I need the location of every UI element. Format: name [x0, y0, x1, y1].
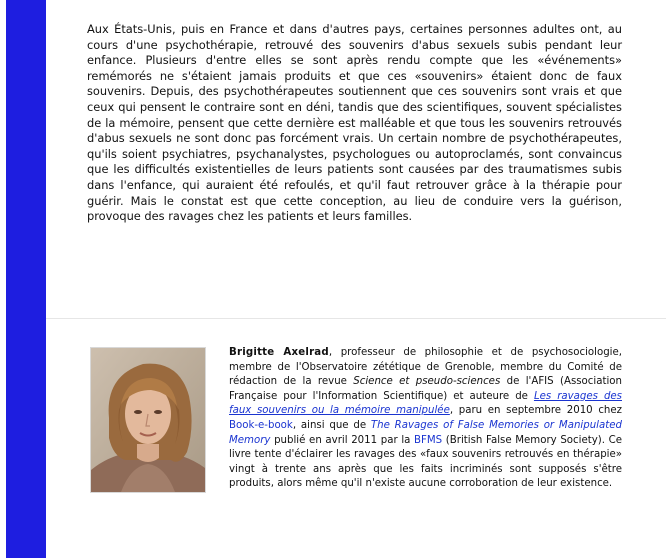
bfms-link[interactable]: BFMS — [414, 434, 443, 446]
bio-text-5: publié en avril 2011 par la — [270, 434, 415, 446]
author-photo — [90, 347, 206, 493]
left-bar-edge — [0, 0, 6, 558]
intro-paragraph: Aux États-Unis, puis en France et dans d'autres pays, certaines personnes adultes ont, au cours d'une psychothérapie, retrouvé des souvenirs d'abus sexuels subis pendant leur enfance. Plusieurs d'entre elles se sont après rendu compte que les «événements» remémorés ne s'étaient jamais produits et que ces «souvenirs» étaient donc de faux souvenirs. Depuis, des psychothérapeutes soutiennent que ces souvenirs sont vrais et que ceux qui pensent le contraire sont en déni, tandis que des scientifiques, souvent spécialistes de la mémoire, pensent que cette dernière est malléable et que tous les souvenirs retrouvés d'abus sexuels ne sont donc pas forcément vrais. Un certain nombre de psychothérapeutes, qu'ils soient psychiatres, psychanalystes, psychologues ou autoproclamés, sont convaincus que les difficultés existentielles de leurs patients sont causées par des traumatismes subis dans l'enfance, qui auraient été refoulés, et qu'il faut retrouver grâce à la thérapie pour guérir. Mais le constat est que cette conception, au lieu de conduire vers la guérison, provoque des ravages chez les patients et leurs familles. — [87, 22, 622, 224]
bio-text-2: de l'AFIS (Association Française pour l'Information Scientifique) et auteure de — [229, 376, 622, 402]
bio-text-6: (British False Memory Society). Ce livre tente d'éclairer les ravages des «faux souvenirs retrouvés en thérapie» vingt à trente ans après que les faits incriminés sont supposés s'être produits, alors même qu'il n'existe aucune corroboration de leur existence. — [229, 434, 622, 490]
left-accent-bar — [0, 0, 46, 558]
publisher-link[interactable]: Book-e-book — [229, 419, 293, 431]
bio-text-1: , professeur de philosophie et de psychosociologie, membre de l'Observatoire zététique de Grenoble, membre du Comité de rédaction de la revue — [229, 347, 622, 388]
journal-title: Science et pseudo-sciences — [353, 376, 501, 388]
author-portrait-image — [91, 348, 205, 492]
book-en-link[interactable]: The Ravages of False Memories or Manipulated Memory — [229, 419, 622, 446]
bio-text-3: , paru en septembre 2010 chez — [449, 405, 622, 417]
section-divider — [46, 318, 666, 319]
bio-text-4: , ainsi que de — [292, 419, 371, 431]
book-fr-link[interactable]: Les ravages des faux souvenirs ou la mémoire manipulée — [229, 390, 622, 417]
author-name: Brigitte Axelrad — [229, 347, 329, 358]
author-bio — [229, 346, 622, 492]
